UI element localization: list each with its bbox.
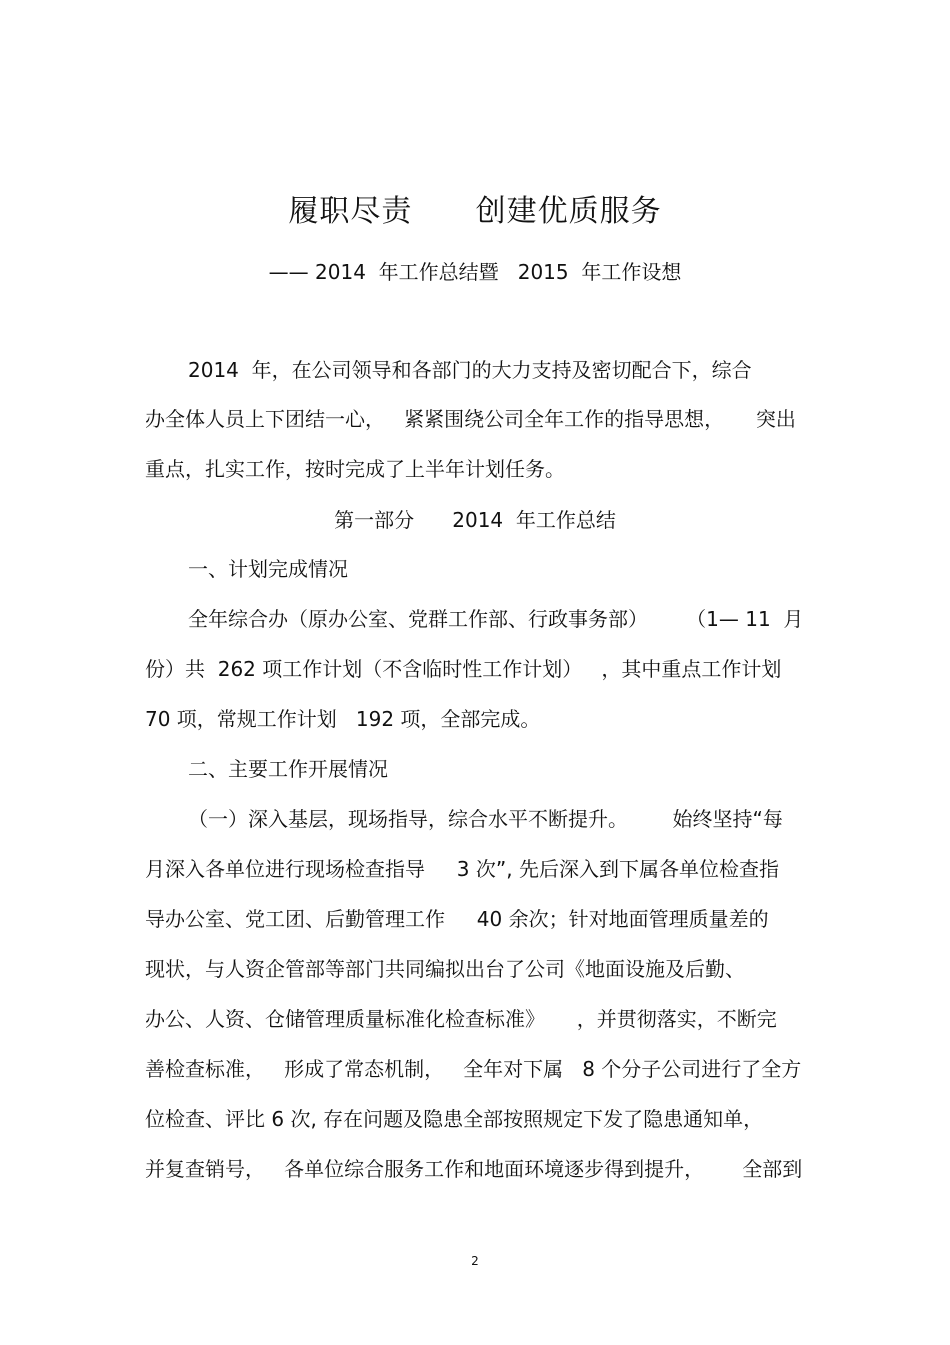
subsection-heading: 二、主要工作开展情况 bbox=[188, 757, 388, 781]
paragraph-line: 办全体人员上下团结一心， 紧紧围绕公司全年工作的指导思想， 突出 bbox=[145, 407, 796, 431]
page-subtitle: —— 2014 年工作总结暨 2015 年工作设想 bbox=[268, 260, 682, 284]
paragraph-line: 善检查标准， 形成了常态机制， 全年对下属 8 个分子公司进行了全方 bbox=[145, 1057, 802, 1081]
page-title: 履职尽责 创建优质服务 bbox=[288, 194, 662, 229]
paragraph-line: 并复查销号， 各单位综合服务工作和地面环境逐步得到提升， 全部到 bbox=[145, 1157, 803, 1181]
paragraph-line: 重点，扎实工作，按时完成了上半年计划任务。 bbox=[145, 457, 565, 481]
paragraph-line: 2014 年，在公司领导和各部门的大力支持及密切配合下，综合 bbox=[188, 358, 752, 382]
paragraph-line: （一）深入基层，现场指导，综合水平不断提升。 始终坚持“每 bbox=[188, 807, 783, 831]
paragraph-line: 现状，与人资企管部等部门共同编拟出台了公司《地面设施及后勤、 bbox=[145, 957, 745, 981]
paragraph-line: 位检查、评比 6 次, 存在问题及隐患全部按照规定下发了隐患通知单， bbox=[145, 1107, 764, 1131]
paragraph-line: 导办公室、党工团、后勤管理工作 40 余次；针对地面管理质量差的 bbox=[145, 907, 769, 931]
paragraph-line: 70 项，常规工作计划 192 项，全部完成。 bbox=[145, 707, 541, 731]
paragraph-line: 份）共 262 项工作计划（不含临时性工作计划） ，其中重点工作计划 bbox=[145, 657, 782, 681]
page-number: 2 bbox=[471, 1254, 479, 1268]
paragraph-line: 办公、人资、仓储管理质量标准化检查标准》 ，并贯彻落实，不断完 bbox=[145, 1007, 777, 1031]
subsection-heading: 一、计划完成情况 bbox=[188, 557, 348, 581]
paragraph-line: 月深入各单位进行现场检查指导 3 次”, 先后深入到下属各单位检查指 bbox=[145, 857, 779, 881]
paragraph-line: 全年综合办（原办公室、党群工作部、行政事务部） （1— 11 月 bbox=[188, 607, 804, 631]
section-heading: 第一部分 2014 年工作总结 bbox=[334, 508, 616, 532]
